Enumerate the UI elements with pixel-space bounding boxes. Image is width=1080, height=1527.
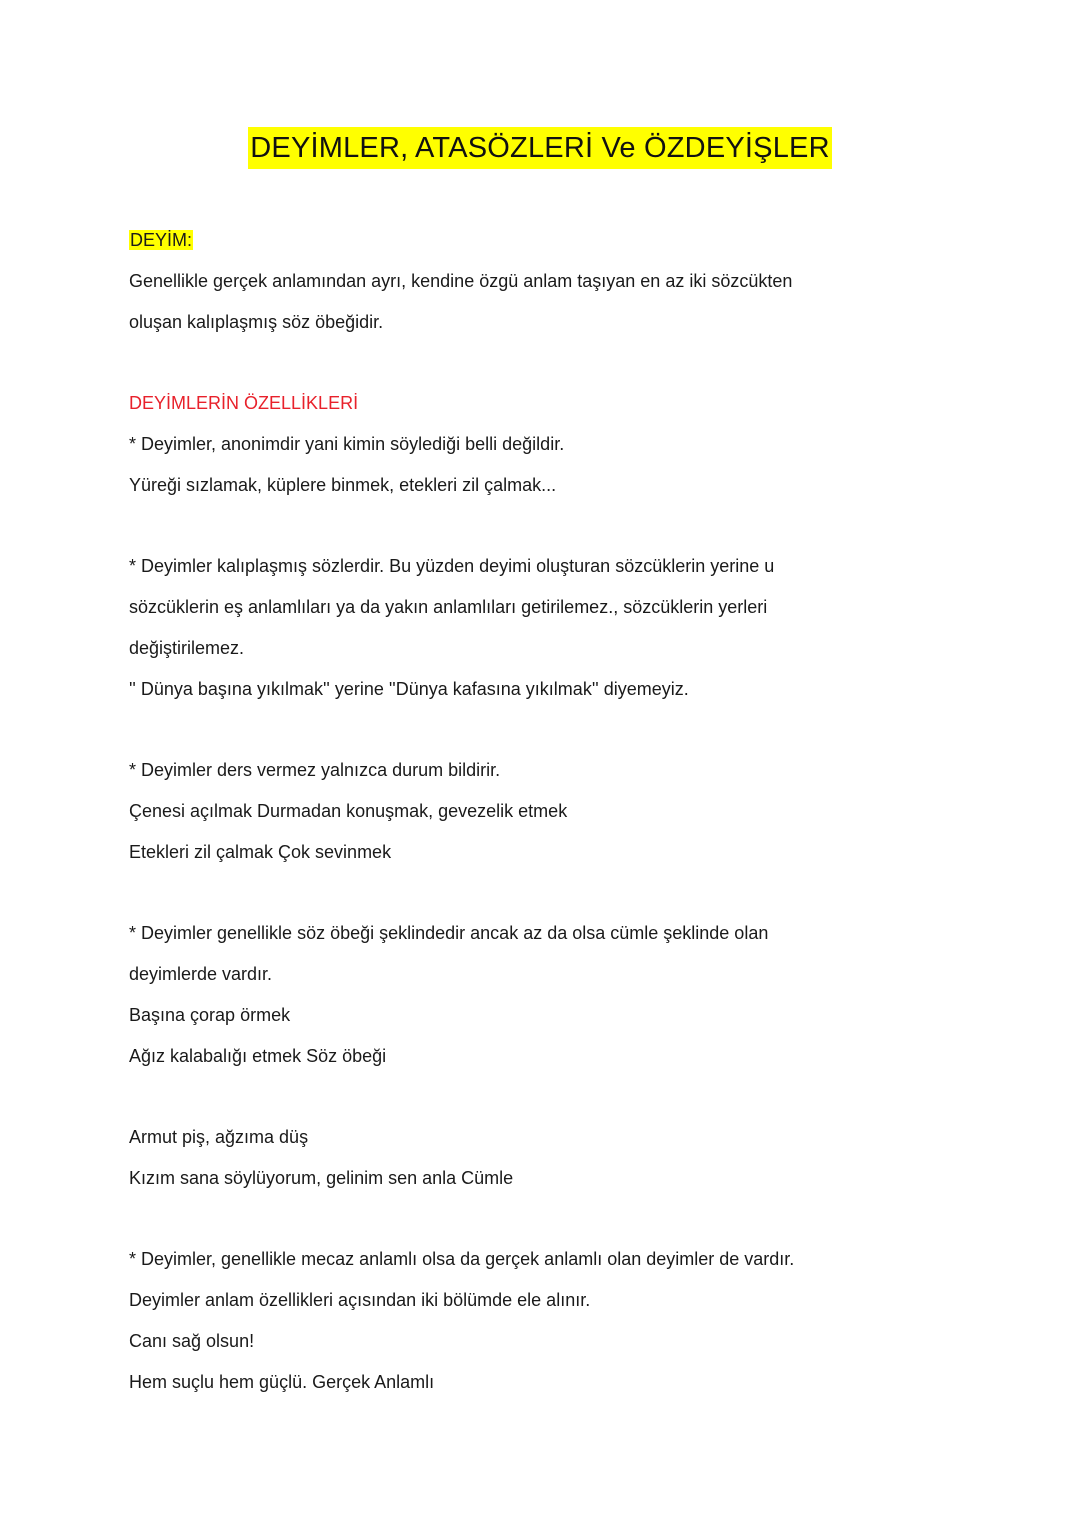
- text-line-8: Çenesi açılmak Durmadan konuşmak, gevezelik etmek: [129, 801, 568, 821]
- text-line-14: Armut piş, ağzıma düş: [129, 1127, 309, 1147]
- text-line-10: * Deyimler genellikle söz öbeği şeklindedir ancak az da olsa cümle şeklinde olan: [129, 923, 769, 943]
- text-line-6: '' Dünya başına yıkılmak'' yerine ''Dünya kafasına yıkılmak'' diyemeyiz.: [129, 679, 689, 699]
- text-line-2: Yüreği sızlamak, küplere binmek, etekleri zil çalmak...: [129, 475, 557, 495]
- text-line-7: * Deyimler ders vermez yalnızca durum bildirir.: [129, 760, 501, 780]
- definition-line-1: Genellikle gerçek anlamından ayrı, kendine özgü anlam taşıyan en az iki sözcükten: [129, 271, 793, 291]
- text-line-3: * Deyimler kalıplaşmış sözlerdir. Bu yüzden deyimi oluşturan sözcüklerin yerine u: [129, 556, 775, 576]
- text-line-18: Canı sağ olsun!: [129, 1331, 255, 1351]
- page-title: DEYİMLER, ATASÖZLERİ Ve ÖZDEYİŞLER: [248, 127, 831, 169]
- text-line-5: değiştirilemez.: [129, 638, 245, 658]
- text-line-15: Kızım sana söylüyorum, gelinim sen anla Cümle: [129, 1168, 514, 1188]
- text-line-12: Başına çorap örmek: [129, 1005, 291, 1025]
- text-line-16: * Deyimler, genellikle mecaz anlamlı olsa da gerçek anlamlı olan deyimler de vardır.: [129, 1249, 795, 1269]
- title-container: [0, 127, 1080, 169]
- text-line-13: Ağız kalabalığı etmek Söz öbeği: [129, 1046, 387, 1066]
- text-line-19: Hem suçlu hem güçlü. Gerçek Anlamlı: [129, 1372, 435, 1392]
- text-line-9: Etekleri zil çalmak Çok sevinmek: [129, 842, 392, 862]
- definition-line-2: oluşan kalıplaşmış söz öbeğidir.: [129, 312, 384, 332]
- deyim-heading: DEYİM:: [130, 230, 193, 250]
- text-line-11: deyimlerde vardır.: [129, 964, 273, 984]
- deyim-heading-line: [129, 228, 193, 252]
- text-line-1: * Deyimler, anonimdir yani kimin söylediği belli değildir.: [129, 434, 565, 454]
- features-heading: DEYİMLERİN ÖZELLİKLERİ: [129, 393, 359, 413]
- text-line-4: sözcüklerin eş anlamlıları ya da yakın anlamlıları getirilemez., sözcüklerin yerleri: [129, 597, 768, 617]
- text-line-17: Deyimler anlam özellikleri açısından iki bölümde ele alınır.: [129, 1290, 591, 1310]
